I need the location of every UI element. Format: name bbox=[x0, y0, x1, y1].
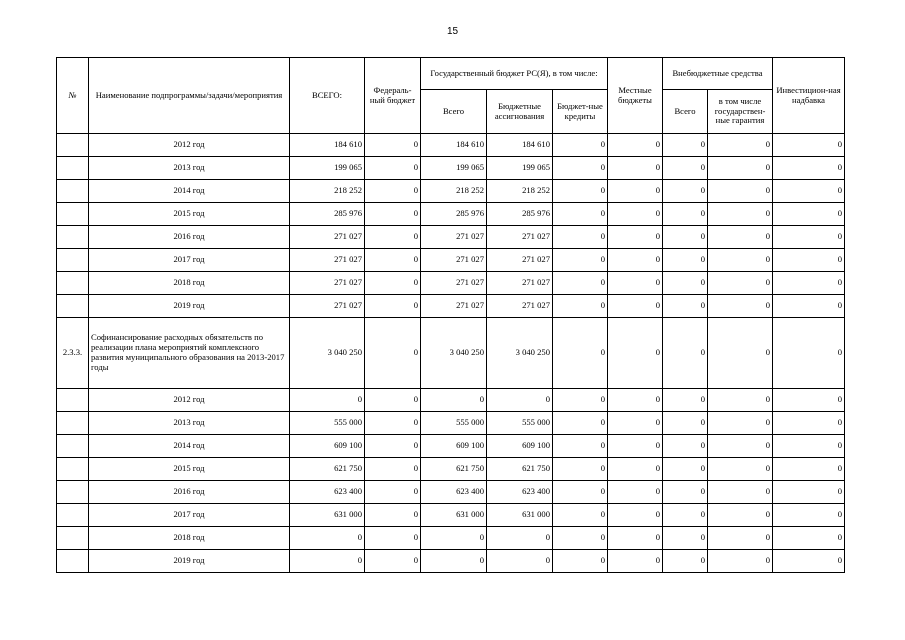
cell-local: 0 bbox=[608, 481, 663, 504]
cell-invest: 0 bbox=[773, 134, 845, 157]
cell-extra-total: 0 bbox=[663, 435, 708, 458]
cell-total: 0 bbox=[290, 389, 365, 412]
cell-total: 285 976 bbox=[290, 203, 365, 226]
cell-local: 0 bbox=[608, 504, 663, 527]
cell-no bbox=[57, 550, 89, 573]
cell-extra-guarantee: 0 bbox=[708, 226, 773, 249]
cell-local: 0 bbox=[608, 157, 663, 180]
cell-state-credit: 0 bbox=[553, 550, 608, 573]
cell-invest: 0 bbox=[773, 389, 845, 412]
cell-state-alloc: 184 610 bbox=[487, 134, 553, 157]
cell-state-alloc: 199 065 bbox=[487, 157, 553, 180]
header-state-alloc: Бюджетные ассигнования bbox=[487, 90, 553, 134]
cell-extra-total: 0 bbox=[663, 134, 708, 157]
cell-no bbox=[57, 249, 89, 272]
cell-local: 0 bbox=[608, 389, 663, 412]
cell-state-alloc: 0 bbox=[487, 527, 553, 550]
cell-federal: 0 bbox=[365, 550, 421, 573]
cell-federal: 0 bbox=[365, 272, 421, 295]
cell-name: 2019 год bbox=[89, 295, 290, 318]
table-row bbox=[57, 389, 845, 412]
cell-state-credit: 0 bbox=[553, 527, 608, 550]
cell-state-total: 555 000 bbox=[421, 412, 487, 435]
cell-state-total: 184 610 bbox=[421, 134, 487, 157]
cell-invest: 0 bbox=[773, 203, 845, 226]
table-row bbox=[57, 295, 845, 318]
table-row bbox=[57, 412, 845, 435]
cell-invest: 0 bbox=[773, 295, 845, 318]
cell-name: 2016 год bbox=[89, 226, 290, 249]
cell-extra-guarantee: 0 bbox=[708, 527, 773, 550]
cell-extra-total: 0 bbox=[663, 458, 708, 481]
cell-state-alloc: 621 750 bbox=[487, 458, 553, 481]
cell-total: 0 bbox=[290, 527, 365, 550]
cell-extra-total: 0 bbox=[663, 318, 708, 389]
cell-no bbox=[57, 180, 89, 203]
cell-extra-guarantee: 0 bbox=[708, 272, 773, 295]
cell-state-alloc: 271 027 bbox=[487, 249, 553, 272]
header-state-budget: Государственный бюджет РС(Я), в том числе: bbox=[421, 58, 608, 90]
cell-state-total: 199 065 bbox=[421, 157, 487, 180]
cell-state-total: 218 252 bbox=[421, 180, 487, 203]
cell-no bbox=[57, 435, 89, 458]
cell-total: 631 000 bbox=[290, 504, 365, 527]
cell-no bbox=[57, 458, 89, 481]
table-row bbox=[57, 249, 845, 272]
cell-state-total: 0 bbox=[421, 527, 487, 550]
cell-local: 0 bbox=[608, 412, 663, 435]
table-row bbox=[57, 203, 845, 226]
cell-name: 2019 год bbox=[89, 550, 290, 573]
cell-state-total: 271 027 bbox=[421, 272, 487, 295]
cell-extra-total: 0 bbox=[663, 504, 708, 527]
cell-name: 2016 год bbox=[89, 481, 290, 504]
cell-no bbox=[57, 272, 89, 295]
cell-local: 0 bbox=[608, 295, 663, 318]
cell-state-total: 631 000 bbox=[421, 504, 487, 527]
cell-invest: 0 bbox=[773, 157, 845, 180]
cell-federal: 0 bbox=[365, 504, 421, 527]
table-row bbox=[57, 157, 845, 180]
cell-no bbox=[57, 134, 89, 157]
cell-extra-guarantee: 0 bbox=[708, 435, 773, 458]
cell-federal: 0 bbox=[365, 249, 421, 272]
page-number: 15 bbox=[446, 26, 459, 37]
cell-name: 2014 год bbox=[89, 435, 290, 458]
cell-local: 0 bbox=[608, 249, 663, 272]
cell-extra-total: 0 bbox=[663, 180, 708, 203]
cell-total: 609 100 bbox=[290, 435, 365, 458]
cell-name: Софинансирование расходных обязательств по реализации плана мероприятий комплексного развития муниципального образования на 2013-2017 годы bbox=[89, 318, 290, 389]
cell-local: 0 bbox=[608, 550, 663, 573]
cell-local: 0 bbox=[608, 180, 663, 203]
cell-extra-total: 0 bbox=[663, 272, 708, 295]
cell-extra-total: 0 bbox=[663, 412, 708, 435]
cell-invest: 0 bbox=[773, 180, 845, 203]
cell-federal: 0 bbox=[365, 226, 421, 249]
cell-state-credit: 0 bbox=[553, 295, 608, 318]
header-local: Местные бюджеты bbox=[608, 58, 663, 134]
cell-extra-total: 0 bbox=[663, 226, 708, 249]
header-extra-total: Всего bbox=[663, 90, 708, 134]
cell-federal: 0 bbox=[365, 134, 421, 157]
header-invest: Инвестицион-ная надбавка bbox=[773, 58, 845, 134]
cell-extra-guarantee: 0 bbox=[708, 412, 773, 435]
cell-state-total: 621 750 bbox=[421, 458, 487, 481]
table-row bbox=[57, 134, 845, 157]
cell-state-credit: 0 bbox=[553, 272, 608, 295]
cell-extra-guarantee: 0 bbox=[708, 180, 773, 203]
table-row bbox=[57, 550, 845, 573]
cell-name: 2017 год bbox=[89, 504, 290, 527]
cell-extra-guarantee: 0 bbox=[708, 318, 773, 389]
cell-name: 2012 год bbox=[89, 134, 290, 157]
cell-local: 0 bbox=[608, 203, 663, 226]
cell-extra-total: 0 bbox=[663, 249, 708, 272]
cell-state-alloc: 218 252 bbox=[487, 180, 553, 203]
cell-state-total: 609 100 bbox=[421, 435, 487, 458]
cell-extra-guarantee: 0 bbox=[708, 134, 773, 157]
cell-total: 271 027 bbox=[290, 295, 365, 318]
cell-state-alloc: 0 bbox=[487, 550, 553, 573]
cell-state-alloc: 271 027 bbox=[487, 295, 553, 318]
cell-state-alloc: 609 100 bbox=[487, 435, 553, 458]
cell-invest: 0 bbox=[773, 458, 845, 481]
cell-state-credit: 0 bbox=[553, 412, 608, 435]
cell-extra-guarantee: 0 bbox=[708, 389, 773, 412]
cell-state-alloc: 631 000 bbox=[487, 504, 553, 527]
cell-no bbox=[57, 226, 89, 249]
cell-local: 0 bbox=[608, 458, 663, 481]
cell-federal: 0 bbox=[365, 203, 421, 226]
cell-total: 218 252 bbox=[290, 180, 365, 203]
table-header bbox=[57, 58, 845, 134]
cell-total: 271 027 bbox=[290, 226, 365, 249]
table-row bbox=[57, 226, 845, 249]
cell-invest: 0 bbox=[773, 504, 845, 527]
table-row bbox=[57, 272, 845, 295]
cell-federal: 0 bbox=[365, 389, 421, 412]
cell-no bbox=[57, 157, 89, 180]
cell-state-total: 271 027 bbox=[421, 226, 487, 249]
cell-local: 0 bbox=[608, 435, 663, 458]
cell-name: 2015 год bbox=[89, 203, 290, 226]
cell-extra-guarantee: 0 bbox=[708, 157, 773, 180]
cell-federal: 0 bbox=[365, 527, 421, 550]
cell-name: 2015 год bbox=[89, 458, 290, 481]
cell-state-total: 285 976 bbox=[421, 203, 487, 226]
cell-no bbox=[57, 412, 89, 435]
cell-name: 2013 год bbox=[89, 412, 290, 435]
cell-extra-total: 0 bbox=[663, 527, 708, 550]
table-row bbox=[57, 435, 845, 458]
cell-federal: 0 bbox=[365, 157, 421, 180]
cell-total: 0 bbox=[290, 550, 365, 573]
cell-no bbox=[57, 504, 89, 527]
cell-local: 0 bbox=[608, 272, 663, 295]
cell-no bbox=[57, 295, 89, 318]
cell-invest: 0 bbox=[773, 318, 845, 389]
cell-name: 2014 год bbox=[89, 180, 290, 203]
cell-state-alloc: 623 400 bbox=[487, 481, 553, 504]
cell-name: 2017 год bbox=[89, 249, 290, 272]
cell-state-total: 271 027 bbox=[421, 295, 487, 318]
cell-state-credit: 0 bbox=[553, 458, 608, 481]
cell-name: 2018 год bbox=[89, 272, 290, 295]
budget-table bbox=[56, 57, 845, 573]
cell-invest: 0 bbox=[773, 550, 845, 573]
cell-extra-guarantee: 0 bbox=[708, 550, 773, 573]
cell-no bbox=[57, 481, 89, 504]
cell-state-total: 3 040 250 bbox=[421, 318, 487, 389]
cell-total: 623 400 bbox=[290, 481, 365, 504]
cell-extra-guarantee: 0 bbox=[708, 458, 773, 481]
cell-total: 271 027 bbox=[290, 249, 365, 272]
header-state-total: Всего bbox=[421, 90, 487, 134]
header-state-credit: Бюджет-ные кредиты bbox=[553, 90, 608, 134]
cell-state-alloc: 0 bbox=[487, 389, 553, 412]
cell-federal: 0 bbox=[365, 412, 421, 435]
cell-state-alloc: 3 040 250 bbox=[487, 318, 553, 389]
cell-federal: 0 bbox=[365, 318, 421, 389]
cell-state-credit: 0 bbox=[553, 226, 608, 249]
cell-federal: 0 bbox=[365, 295, 421, 318]
cell-state-credit: 0 bbox=[553, 180, 608, 203]
cell-federal: 0 bbox=[365, 435, 421, 458]
cell-name: 2012 год bbox=[89, 389, 290, 412]
cell-extra-total: 0 bbox=[663, 203, 708, 226]
cell-state-total: 0 bbox=[421, 389, 487, 412]
cell-state-credit: 0 bbox=[553, 249, 608, 272]
cell-total: 184 610 bbox=[290, 134, 365, 157]
header-extra-budget: Внебюджетные средства bbox=[663, 58, 773, 90]
cell-extra-total: 0 bbox=[663, 157, 708, 180]
cell-local: 0 bbox=[608, 226, 663, 249]
header-federal: Федераль-ный бюджет bbox=[365, 58, 421, 134]
header-extra-guarantee: в том числе государствен-ные гарантия bbox=[708, 90, 773, 134]
cell-federal: 0 bbox=[365, 458, 421, 481]
table-row bbox=[57, 458, 845, 481]
cell-invest: 0 bbox=[773, 226, 845, 249]
cell-state-credit: 0 bbox=[553, 134, 608, 157]
cell-total: 271 027 bbox=[290, 272, 365, 295]
table-row bbox=[57, 180, 845, 203]
cell-federal: 0 bbox=[365, 481, 421, 504]
cell-state-credit: 0 bbox=[553, 389, 608, 412]
cell-state-alloc: 555 000 bbox=[487, 412, 553, 435]
table-row bbox=[57, 481, 845, 504]
cell-federal: 0 bbox=[365, 180, 421, 203]
header-name: Наименование подпрограммы/задачи/мероприятия bbox=[89, 58, 290, 134]
cell-extra-total: 0 bbox=[663, 295, 708, 318]
cell-name: 2013 год bbox=[89, 157, 290, 180]
cell-extra-guarantee: 0 bbox=[708, 295, 773, 318]
cell-invest: 0 bbox=[773, 272, 845, 295]
cell-state-total: 271 027 bbox=[421, 249, 487, 272]
cell-state-credit: 0 bbox=[553, 318, 608, 389]
cell-state-alloc: 271 027 bbox=[487, 226, 553, 249]
cell-invest: 0 bbox=[773, 435, 845, 458]
cell-invest: 0 bbox=[773, 481, 845, 504]
cell-state-alloc: 285 976 bbox=[487, 203, 553, 226]
header-no: № bbox=[57, 58, 89, 134]
cell-no bbox=[57, 389, 89, 412]
cell-extra-total: 0 bbox=[663, 481, 708, 504]
table-row bbox=[57, 504, 845, 527]
cell-state-alloc: 271 027 bbox=[487, 272, 553, 295]
cell-no bbox=[57, 203, 89, 226]
cell-extra-guarantee: 0 bbox=[708, 504, 773, 527]
cell-no: 2.3.3. bbox=[57, 318, 89, 389]
cell-state-credit: 0 bbox=[553, 203, 608, 226]
cell-state-credit: 0 bbox=[553, 157, 608, 180]
cell-extra-guarantee: 0 bbox=[708, 249, 773, 272]
cell-no bbox=[57, 527, 89, 550]
cell-invest: 0 bbox=[773, 527, 845, 550]
cell-state-credit: 0 bbox=[553, 435, 608, 458]
cell-state-credit: 0 bbox=[553, 504, 608, 527]
cell-local: 0 bbox=[608, 527, 663, 550]
cell-local: 0 bbox=[608, 318, 663, 389]
cell-extra-guarantee: 0 bbox=[708, 481, 773, 504]
cell-extra-guarantee: 0 bbox=[708, 203, 773, 226]
cell-extra-total: 0 bbox=[663, 389, 708, 412]
cell-local: 0 bbox=[608, 134, 663, 157]
cell-invest: 0 bbox=[773, 412, 845, 435]
cell-total: 199 065 bbox=[290, 157, 365, 180]
table-row bbox=[57, 527, 845, 550]
cell-extra-total: 0 bbox=[663, 550, 708, 573]
table-body bbox=[57, 134, 845, 573]
cell-state-total: 0 bbox=[421, 550, 487, 573]
cell-total: 3 040 250 bbox=[290, 318, 365, 389]
cell-state-credit: 0 bbox=[553, 481, 608, 504]
cell-name: 2018 год bbox=[89, 527, 290, 550]
cell-total: 555 000 bbox=[290, 412, 365, 435]
cell-state-total: 623 400 bbox=[421, 481, 487, 504]
cell-invest: 0 bbox=[773, 249, 845, 272]
header-total: ВСЕГО: bbox=[290, 58, 365, 134]
table-row bbox=[57, 318, 845, 389]
cell-total: 621 750 bbox=[290, 458, 365, 481]
